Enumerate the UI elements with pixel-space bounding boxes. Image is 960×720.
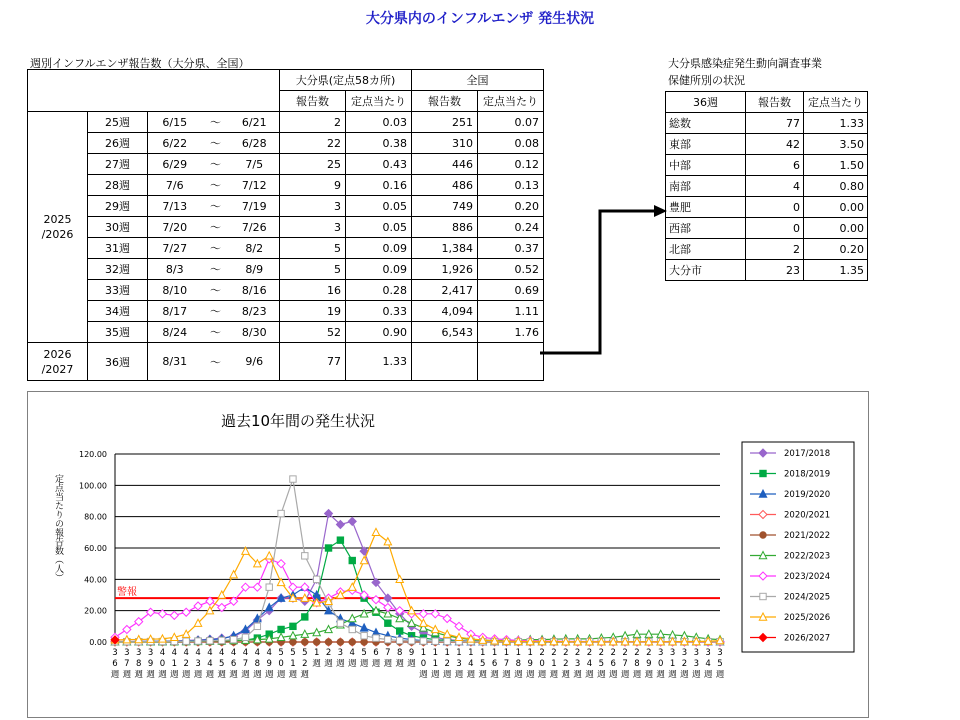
oita-reports: 5 <box>280 238 346 259</box>
region-reports: 0 <box>746 197 804 218</box>
data-point <box>337 620 343 626</box>
x-tick-label: 5 週 <box>359 648 369 669</box>
data-point <box>325 639 331 645</box>
x-tick-label: 1 6 週 <box>490 648 499 680</box>
date-to: 7/19 <box>230 196 280 217</box>
legend-label: 2021/2022 <box>784 531 831 541</box>
data-point <box>170 611 178 619</box>
x-tick-label: 5 0 週 <box>276 648 286 680</box>
y-axis-label: 定点当たりの報告数（人） <box>53 474 63 582</box>
x-tick-label: 2 2 週 <box>561 648 571 680</box>
data-point <box>302 553 308 559</box>
region-reports: 0 <box>746 218 804 239</box>
region-table <box>665 91 868 281</box>
data-point <box>372 596 380 604</box>
date-separator: ～ <box>202 175 230 196</box>
oita-per-site: 0.09 <box>346 259 412 280</box>
date-from: 7/13 <box>148 196 202 217</box>
region-table-caption <box>668 55 822 89</box>
oita-reports: 19 <box>280 301 346 322</box>
x-tick-label: 3 0 週 <box>656 648 665 680</box>
national-reports: 4,094 <box>412 301 478 322</box>
region-row <box>666 239 868 260</box>
x-tick-label: 5 1 週 <box>288 648 298 680</box>
oita-reports: 9 <box>280 175 346 196</box>
week-label: 29週 <box>88 196 148 217</box>
x-tick-label: 5 2 週 <box>300 648 310 680</box>
region-reports: 77 <box>746 113 804 134</box>
x-tick-label: 3 7 週 <box>122 648 132 680</box>
data-point <box>349 557 355 563</box>
data-point <box>372 528 379 535</box>
data-point <box>361 639 367 645</box>
x-tick-label: 1 1 週 <box>431 648 440 680</box>
data-point <box>432 638 438 644</box>
date-to: 9/6 <box>230 343 280 381</box>
date-to: 8/16 <box>230 280 280 301</box>
data-point <box>349 639 355 645</box>
region-row <box>666 218 868 239</box>
table-row <box>28 259 544 280</box>
data-point <box>302 639 308 645</box>
oita-per-site: 0.09 <box>346 238 412 259</box>
national-per-site: 0.24 <box>478 217 544 238</box>
region-name: 東部 <box>666 134 746 155</box>
data-point <box>302 614 308 620</box>
x-tick-label: 7 週 <box>383 648 393 669</box>
date-to: 7/12 <box>230 175 280 196</box>
legend-label: 2017/2018 <box>784 449 831 459</box>
x-tick-label: 4 1 週 <box>170 648 179 680</box>
national-per-site: 0.12 <box>478 154 544 175</box>
national-per-site: 0.37 <box>478 238 544 259</box>
oita-reports: 3 <box>280 217 346 238</box>
x-tick-label: 3 9 週 <box>146 648 155 680</box>
data-point <box>277 560 285 568</box>
region-row <box>666 176 868 197</box>
x-tick-label: 4 7 週 <box>241 648 250 680</box>
x-tick-label: 4 5 週 <box>217 648 227 680</box>
page-title: 大分県内のインフルエンザ 発生状況 <box>365 11 595 27</box>
region-name: 北部 <box>666 239 746 260</box>
region-per-site: 0.00 <box>804 197 868 218</box>
region-per-site: 1.50 <box>804 155 868 176</box>
region-reports: 2 <box>746 239 804 260</box>
x-tick-label: 3 2 週 <box>680 648 689 680</box>
legend-label: 2019/2020 <box>784 490 831 500</box>
data-point <box>443 615 451 623</box>
y-tick-label: 20.00 <box>84 606 107 616</box>
legend-label: 2026/2027 <box>784 633 831 644</box>
data-point <box>373 635 379 641</box>
region-row <box>666 134 868 155</box>
data-point <box>194 602 202 610</box>
national-per-site: 0.52 <box>478 259 544 280</box>
national-per-site: 0.08 <box>478 133 544 154</box>
national-reports: 749 <box>412 196 478 217</box>
region-name: 大分市 <box>666 260 746 281</box>
x-tick-label: 1 9 週 <box>525 648 535 680</box>
region-per-site: 1.33 <box>804 113 868 134</box>
x-tick-label: 2 6 週 <box>608 648 618 680</box>
y-tick-label: 40.00 <box>84 575 107 585</box>
date-from: 8/24 <box>148 322 202 343</box>
week-label: 27週 <box>88 154 148 175</box>
data-point <box>349 583 356 590</box>
table-row <box>28 280 544 301</box>
national-per-site: 0.13 <box>478 175 544 196</box>
data-point <box>266 584 272 590</box>
date-separator: ～ <box>202 154 230 175</box>
y-tick-label: 0.00 <box>89 638 107 647</box>
date-separator: ～ <box>202 301 230 322</box>
x-tick-label: 1 4 週 <box>466 648 476 680</box>
x-tick-label: 1 2 週 <box>442 648 452 680</box>
x-tick-label: 3 週 <box>336 648 345 669</box>
data-point <box>290 476 296 482</box>
x-tick-label: 3 1 週 <box>668 648 677 680</box>
data-point <box>385 636 391 642</box>
region-header-reports: 報告数 <box>746 92 804 113</box>
table-row <box>28 154 544 175</box>
region-per-site: 1.35 <box>804 260 868 281</box>
data-point <box>420 638 426 644</box>
data-point <box>230 571 237 578</box>
header-national-per-site: 定点当たり <box>478 91 544 112</box>
region-reports: 23 <box>746 260 804 281</box>
header-blank <box>28 70 280 112</box>
oita-per-site: 0.03 <box>346 112 412 133</box>
oita-per-site: 0.16 <box>346 175 412 196</box>
x-tick-label: 4 4 週 <box>205 648 215 680</box>
table-row <box>28 133 544 154</box>
data-point <box>384 538 391 545</box>
date-separator: ～ <box>202 112 230 133</box>
national-per-site: 1.76 <box>478 322 544 343</box>
oita-reports: 16 <box>280 280 346 301</box>
week-label: 31週 <box>88 238 148 259</box>
weekly-report-table <box>27 69 544 381</box>
region-per-site: 0.20 <box>804 239 868 260</box>
x-tick-label: 4 3 週 <box>193 648 203 680</box>
date-from: 7/6 <box>148 175 202 196</box>
national-per-site: 0.20 <box>478 196 544 217</box>
date-from: 8/3 <box>148 259 202 280</box>
data-point <box>253 583 261 591</box>
data-point <box>290 623 296 629</box>
date-to: 8/2 <box>230 238 280 259</box>
national-reports: 446 <box>412 154 478 175</box>
region-header-week: 36週 <box>666 92 746 113</box>
connector-arrow <box>540 205 668 355</box>
legend-label: 2025/2026 <box>784 613 831 623</box>
oita-per-site: 0.90 <box>346 322 412 343</box>
date-separator: ～ <box>202 259 230 280</box>
data-point <box>266 552 273 559</box>
oita-reports: 52 <box>280 322 346 343</box>
week-label: 25週 <box>88 112 148 133</box>
table-row <box>28 322 544 343</box>
week-label: 33週 <box>88 280 148 301</box>
season-label: 2025 /2026 <box>28 112 88 343</box>
week-label: 26週 <box>88 133 148 154</box>
region-row <box>666 155 868 176</box>
date-to: 8/9 <box>230 259 280 280</box>
data-point <box>123 625 131 633</box>
data-point <box>254 623 260 629</box>
data-point <box>242 634 248 640</box>
x-tick-label: 1 3 週 <box>454 648 464 680</box>
oita-reports: 22 <box>280 133 346 154</box>
x-tick-label: 8 週 <box>395 648 404 669</box>
data-point <box>278 510 284 516</box>
date-separator: ～ <box>202 280 230 301</box>
date-to: 6/21 <box>230 112 280 133</box>
region-name: 中部 <box>666 155 746 176</box>
date-separator: ～ <box>202 217 230 238</box>
data-point <box>218 591 225 598</box>
date-separator: ～ <box>202 343 230 381</box>
region-name: 西部 <box>666 218 746 239</box>
weekly-table-caption: 週別インフルエンザ報告数（大分県、全国） <box>30 57 250 70</box>
x-tick-label: 2 5 週 <box>597 648 606 680</box>
oita-per-site: 1.33 <box>346 343 412 381</box>
table-row <box>28 196 544 217</box>
x-tick-label: 2 9 週 <box>644 648 654 680</box>
header-oita-reports: 報告数 <box>280 91 346 112</box>
week-label: 35週 <box>88 322 148 343</box>
date-to: 7/26 <box>230 217 280 238</box>
x-tick-label: 3 5 週 <box>715 648 725 680</box>
data-point <box>337 639 343 645</box>
region-row <box>666 113 868 134</box>
data-point <box>183 638 189 644</box>
data-point <box>290 639 296 645</box>
national-reports: 486 <box>412 175 478 196</box>
region-per-site: 3.50 <box>804 134 868 155</box>
national-reports: 1,926 <box>412 259 478 280</box>
oita-reports: 2 <box>280 112 346 133</box>
x-tick-label: 9 週 <box>407 648 416 669</box>
data-point <box>397 637 403 643</box>
x-tick-label: 2 4 週 <box>585 648 594 680</box>
region-name: 南部 <box>666 176 746 197</box>
y-tick-label: 120.00 <box>79 450 107 459</box>
table-row <box>28 343 544 381</box>
data-point <box>325 545 331 551</box>
date-to: 7/5 <box>230 154 280 175</box>
x-tick-label: 4 週 <box>347 648 357 669</box>
national-per-site: 0.69 <box>478 280 544 301</box>
date-from: 6/15 <box>148 112 202 133</box>
x-tick-label: 4 0 週 <box>158 648 167 680</box>
week-label: 28週 <box>88 175 148 196</box>
chart-frame <box>27 391 869 718</box>
header-oita: 大分県(定点58カ所) <box>280 70 412 91</box>
data-point <box>408 638 414 644</box>
x-tick-label: 3 6 週 <box>110 648 120 680</box>
data-point <box>289 583 297 591</box>
region-name: 豊肥 <box>666 197 746 218</box>
date-separator: ～ <box>202 322 230 343</box>
legend-label: 2023/2024 <box>784 572 831 582</box>
oita-per-site: 0.38 <box>346 133 412 154</box>
data-point <box>313 576 319 582</box>
legend-marker <box>760 532 766 538</box>
x-tick-label: 4 9 週 <box>264 648 274 680</box>
week-label: 30週 <box>88 217 148 238</box>
x-tick-label: 4 6 週 <box>229 648 238 680</box>
x-tick-label: 2 0 週 <box>537 648 547 680</box>
data-point <box>337 537 343 543</box>
legend-label: 2022/2023 <box>784 551 831 562</box>
warning-label: 警報 <box>117 587 137 599</box>
region-row <box>666 260 868 281</box>
table-row <box>28 217 544 238</box>
x-tick-label: 2 8 週 <box>632 648 642 680</box>
x-tick-label: 1 0 週 <box>419 648 428 680</box>
data-point <box>230 636 236 642</box>
date-from: 8/31 <box>148 343 202 381</box>
date-separator: ～ <box>202 133 230 154</box>
date-to: 8/30 <box>230 322 280 343</box>
date-from: 6/29 <box>148 154 202 175</box>
oita-reports: 3 <box>280 196 346 217</box>
legend-label: 2018/2019 <box>784 469 831 480</box>
oita-reports: 5 <box>280 259 346 280</box>
legend-marker <box>760 593 766 599</box>
oita-per-site: 0.05 <box>346 196 412 217</box>
data-point <box>207 638 213 644</box>
x-tick-label: 2 週 <box>324 648 333 669</box>
x-tick-label: 4 2 週 <box>181 648 191 680</box>
date-separator: ～ <box>202 196 230 217</box>
date-from: 7/27 <box>148 238 202 259</box>
series-line <box>115 514 720 642</box>
data-point <box>348 517 356 525</box>
national-per-site: 0.07 <box>478 112 544 133</box>
oita-reports: 25 <box>280 154 346 175</box>
data-point <box>444 638 450 644</box>
region-caption-line1: 大分県感染症発生動向調査事業 <box>668 57 822 70</box>
table-row <box>28 301 544 322</box>
y-tick-label: 80.00 <box>84 512 107 522</box>
y-tick-label: 60.00 <box>84 544 107 553</box>
header-national-reports: 報告数 <box>412 91 478 112</box>
region-header-per-site: 定点当たり <box>804 92 868 113</box>
national-reports: 886 <box>412 217 478 238</box>
region-per-site: 0.80 <box>804 176 868 197</box>
date-from: 6/22 <box>148 133 202 154</box>
chart-title: 過去10年間の発生状況 <box>220 412 376 430</box>
table-row <box>28 175 544 196</box>
legend-marker <box>760 470 766 476</box>
date-from: 8/17 <box>148 301 202 322</box>
y-tick-label: 100.00 <box>79 481 107 491</box>
national-reports <box>412 343 478 381</box>
table-row <box>28 112 544 133</box>
x-tick-label: 2 1 週 <box>549 648 559 680</box>
data-point <box>278 626 284 632</box>
region-reports: 42 <box>746 134 804 155</box>
x-tick-label: 4 8 週 <box>253 648 262 680</box>
week-label: 34週 <box>88 301 148 322</box>
data-point <box>361 633 367 639</box>
data-point <box>385 620 391 626</box>
x-tick-label: 3 8 週 <box>134 648 143 680</box>
week-label: 36週 <box>88 343 148 381</box>
x-tick-label: 6 週 <box>371 648 381 669</box>
region-caption-line2: 保健所別の状況 <box>668 74 745 87</box>
region-reports: 4 <box>746 176 804 197</box>
region-per-site: 0.00 <box>804 218 868 239</box>
date-to: 6/28 <box>230 133 280 154</box>
date-from: 7/20 <box>148 217 202 238</box>
data-point <box>432 625 439 632</box>
region-row <box>666 197 868 218</box>
oita-reports: 77 <box>280 343 346 381</box>
national-per-site <box>478 343 544 381</box>
header-oita-per-site: 定点当たり <box>346 91 412 112</box>
date-to: 8/23 <box>230 301 280 322</box>
data-point <box>349 626 355 632</box>
national-reports: 2,417 <box>412 280 478 301</box>
data-point <box>313 639 319 645</box>
national-reports: 251 <box>412 112 478 133</box>
data-point <box>195 638 201 644</box>
region-name: 総数 <box>666 113 746 134</box>
oita-per-site: 0.33 <box>346 301 412 322</box>
legend-label: 2024/2025 <box>784 592 831 603</box>
season-label: 2026 /2027 <box>28 343 88 381</box>
oita-per-site: 0.28 <box>346 280 412 301</box>
data-point <box>455 622 463 630</box>
national-reports: 1,384 <box>412 238 478 259</box>
x-tick-label: 2 7 週 <box>620 648 630 680</box>
national-reports: 6,543 <box>412 322 478 343</box>
date-from: 8/10 <box>148 280 202 301</box>
region-reports: 6 <box>746 155 804 176</box>
x-tick-label: 3 4 週 <box>703 648 713 680</box>
x-tick-label: 1 5 週 <box>478 648 488 680</box>
table-row <box>28 238 544 259</box>
series-line <box>115 540 720 642</box>
national-per-site: 1.11 <box>478 301 544 322</box>
oita-per-site: 0.43 <box>346 154 412 175</box>
x-tick-label: 1 7 週 <box>502 648 511 680</box>
x-tick-label: 2 3 週 <box>573 648 582 680</box>
legend-label: 2020/2021 <box>784 510 831 521</box>
oita-per-site: 0.05 <box>346 217 412 238</box>
data-point <box>182 608 190 616</box>
data-point <box>219 637 225 643</box>
header-national: 全国 <box>412 70 544 91</box>
x-tick-label: 1 8 週 <box>514 648 523 680</box>
incidence-chart <box>28 392 868 717</box>
x-tick-label: 1 週 <box>312 648 321 669</box>
week-label: 32週 <box>88 259 148 280</box>
x-tick-label: 3 3 週 <box>692 648 701 680</box>
date-separator: ～ <box>202 238 230 259</box>
national-reports: 310 <box>412 133 478 154</box>
